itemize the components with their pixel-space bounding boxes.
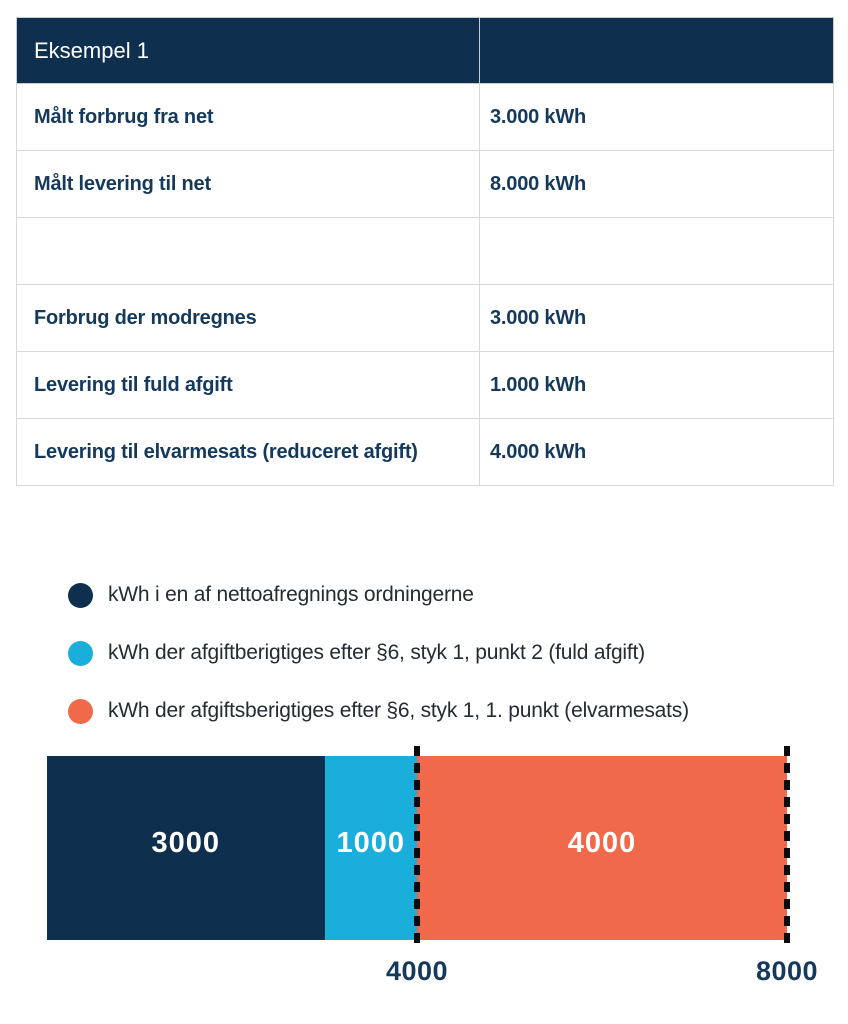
bar-segment-value: 1000 [336,826,405,859]
row-label: Målt forbrug fra net [17,84,480,151]
legend-item [68,682,689,740]
bar-segment-fuld-afgift [325,756,418,940]
legend-item-label: kWh der afgiftsberigtiges efter §6, styk 1, 1. punkt (elvarmesats) [108,699,689,722]
row-label: Levering til elvarmesats (reduceret afgift) [17,419,480,486]
bar-segment-elvarmesats [417,756,787,940]
row-value: 3.000 kWh [480,84,834,151]
row-label: Målt levering til net [17,151,480,218]
legend-item [68,566,689,624]
legend-item [68,624,689,682]
bar-segment-value: 4000 [567,826,637,859]
row-label: Forbrug der modregnes [17,285,480,352]
dot-icon [68,583,93,608]
table-row [17,285,834,352]
table-row-empty [17,218,834,285]
axis-tick-label: 4000 [385,956,449,986]
row-value: 4.000 kWh [480,419,834,486]
row-label [17,218,480,285]
table-row [17,352,834,419]
row-label: Levering til fuld afgift [17,352,480,419]
table-row [17,419,834,486]
dot-icon [68,641,93,666]
legend-item-label: kWh i en af nettoafregnings ordningerne [108,583,474,606]
chart-legend [68,566,689,740]
row-value: 8.000 kWh [480,151,834,218]
table-row [17,84,834,151]
example-table [16,17,834,486]
stacked-bar-chart [47,746,819,990]
table-header-title: Eksempel 1 [17,18,480,84]
table-header-value-cell [480,18,834,84]
table-header-row [17,18,834,84]
row-value: 1.000 kWh [480,352,834,419]
bar-segment-value: 3000 [151,826,220,859]
table-row [17,151,834,218]
dot-icon [68,699,93,724]
dotted-marker-line-8000 [784,746,790,950]
legend-item-label: kWh der afgiftberigtiges efter §6, styk 1, punkt 2 (fuld afgift) [108,641,645,664]
bar-segment-netto [47,756,325,940]
dotted-marker-line-4000 [414,746,420,950]
row-value [480,218,834,285]
axis-tick-label: 8000 [755,956,819,986]
row-value: 3.000 kWh [480,285,834,352]
